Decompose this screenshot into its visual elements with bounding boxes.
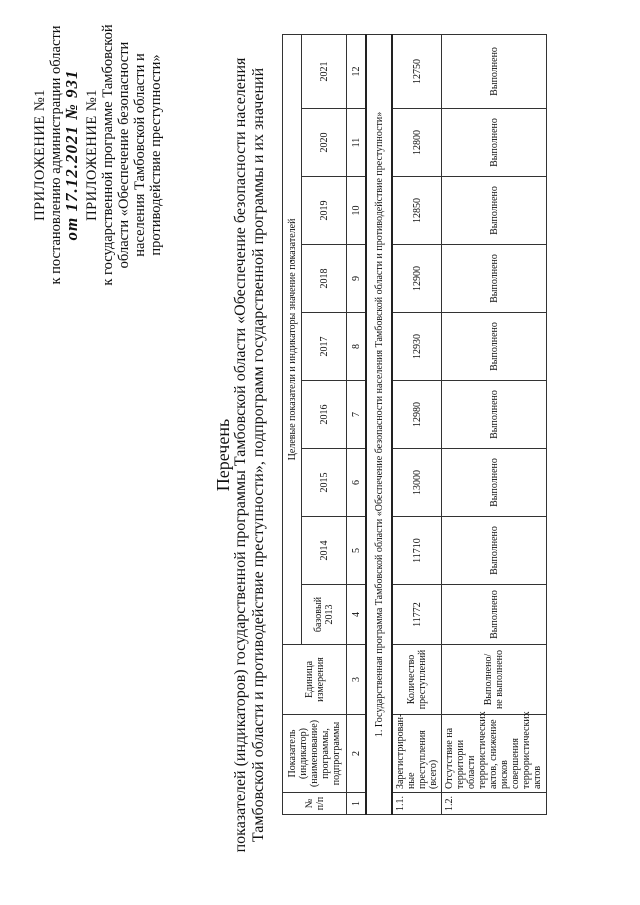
title-heading: Перечень (213, 418, 233, 492)
header-year: 2015 (302, 449, 347, 517)
header-year: 2020 (302, 109, 347, 177)
header-year: 2014 (302, 517, 347, 585)
header-year: 2017 (302, 313, 347, 381)
header-unit: Единица измерения (283, 645, 347, 715)
header-year: 2018 (302, 245, 347, 313)
appendix-decree-ref: к постановлению администрации области (48, 25, 64, 285)
appendix-heading: ПРИЛОЖЕНИЕ №1 (32, 89, 48, 221)
row-value: Выполнено (442, 34, 547, 108)
column-number: 7 (347, 381, 367, 449)
column-number-row (347, 34, 367, 814)
row-value: Выполнено (442, 313, 547, 381)
appendix-program-ref-4: противодействие преступности» (148, 54, 164, 256)
column-number: 1 (347, 793, 367, 815)
column-number: 12 (347, 34, 367, 108)
table-row (442, 34, 547, 814)
section-title: 1. Государственная программа Тамбовской области «Обеспечение безопасности населения Тамбовской области и противодействие преступности» (366, 34, 392, 814)
row-value: 12980 (392, 381, 442, 449)
appendix-block (32, 5, 164, 305)
appendix-program-ref-3: населения Тамбовской области и (132, 53, 148, 257)
indicators-table (282, 34, 547, 815)
appendix-program-ref-1: к государственной программе Тамбовской (100, 24, 116, 286)
column-number: 10 (347, 177, 367, 245)
row-value: Выполнено (442, 109, 547, 177)
header-num: № п/п (283, 793, 347, 815)
row-value: Выполнено (442, 449, 547, 517)
appendix-heading-2: ПРИЛОЖЕНИЕ №1 (84, 89, 100, 221)
row-value: 11710 (392, 517, 442, 585)
row-value: 12850 (392, 177, 442, 245)
row-unit: Количество преступлений (392, 645, 442, 715)
column-number: 9 (347, 245, 367, 313)
row-indicator: Зарегистрирован-ные преступления (всего) (392, 715, 442, 793)
row-value: Выполнено (442, 381, 547, 449)
header-year: 2019 (302, 177, 347, 245)
header-year: 2021 (302, 34, 347, 108)
row-value: 11772 (392, 585, 442, 645)
header-indicator: Показатель (индикатор) (наименование) программы, подпрограммы (283, 715, 347, 793)
header-group: Целевые показатели и индикаторы значение показателей (283, 34, 302, 644)
appendix-program-ref-2: области «Обеспечение безопасности (116, 41, 132, 269)
column-number: 11 (347, 109, 367, 177)
handwritten-decree-number: от 17.12.2021 № 931 (62, 69, 81, 241)
column-number: 3 (347, 645, 367, 715)
section-row (366, 34, 392, 814)
column-number: 8 (347, 313, 367, 381)
row-num: 1.1. (392, 793, 442, 815)
title-line-1: показателей (индикаторов) государственной программы Тамбовской области «Обеспечение безопасности населения (232, 57, 249, 853)
row-value: Выполнено (442, 245, 547, 313)
row-value: 12750 (392, 34, 442, 108)
row-value: Выполнено (442, 517, 547, 585)
row-value: Выполнено (442, 585, 547, 645)
row-num: 1.2. (442, 793, 547, 815)
table-row (392, 34, 442, 814)
column-number: 4 (347, 585, 367, 645)
row-value: 13000 (392, 449, 442, 517)
row-value: 12800 (392, 109, 442, 177)
title-line-2: Тамбовской области и противодействие преступности», подпрограмм государственной программы и их значений (250, 67, 267, 843)
column-number: 5 (347, 517, 367, 585)
header-year: базовый 2013 (302, 585, 347, 645)
row-value: 12930 (392, 313, 442, 381)
document-title (214, 45, 268, 865)
header-year: 2016 (302, 381, 347, 449)
column-number: 6 (347, 449, 367, 517)
row-value: 12900 (392, 245, 442, 313)
column-number: 2 (347, 715, 367, 793)
row-value: Выполнено (442, 177, 547, 245)
header-row-1 (283, 34, 302, 814)
row-unit: Выполнено/ не выполнено (442, 645, 547, 715)
row-indicator: Отсутствие на территории области террористических актов, снижение рисков совершения террористических актов (442, 715, 547, 793)
